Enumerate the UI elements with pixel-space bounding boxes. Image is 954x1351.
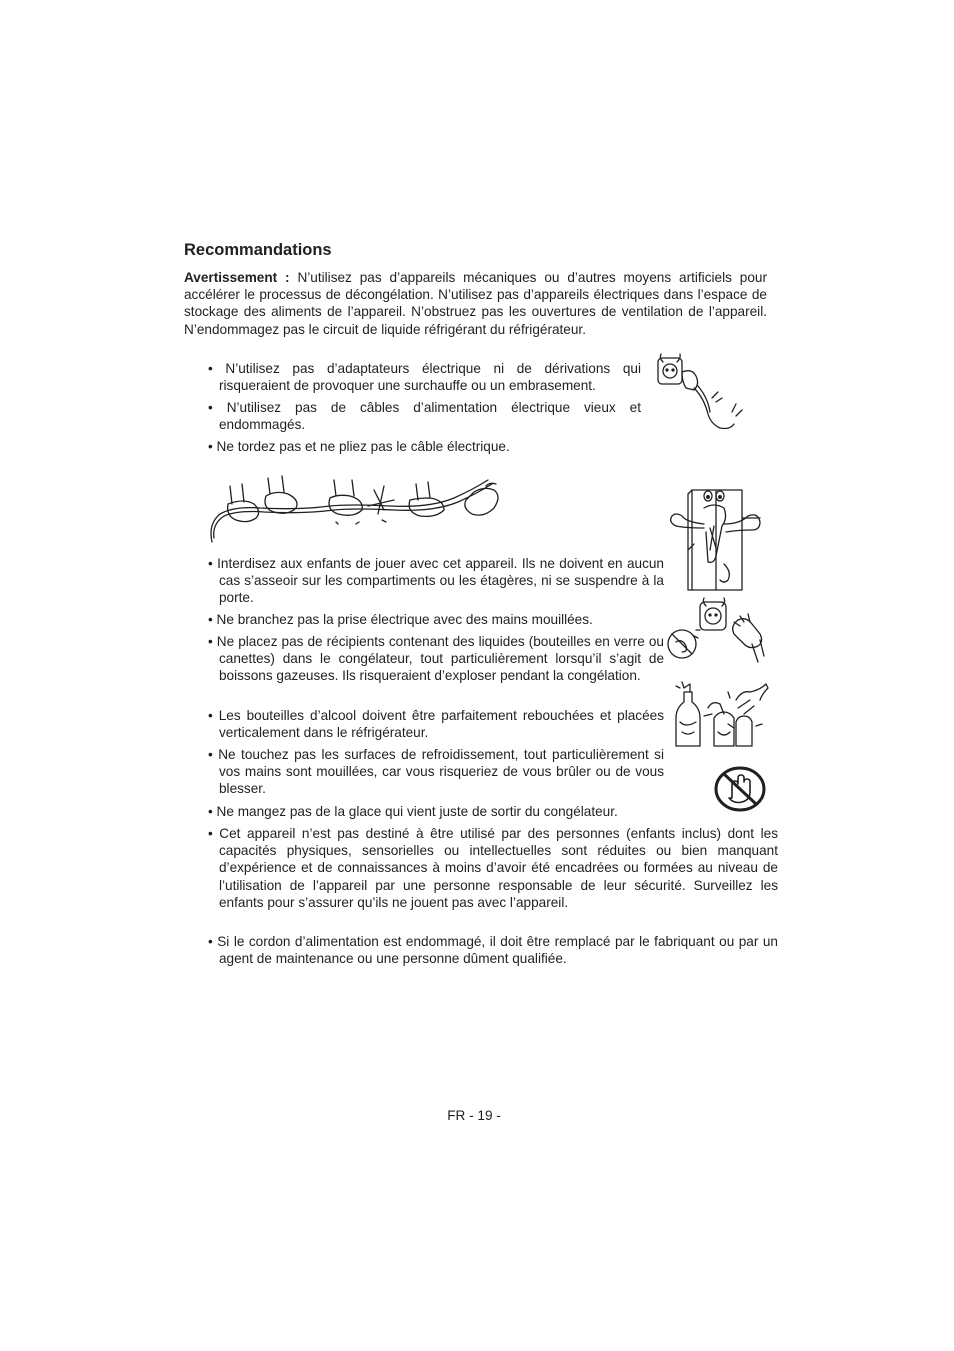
list-item: • Interdisez aux enfants de jouer avec cet appareil. Ils ne doivent en aucun cas s’asseoir sur les compartiments ou les étagères, ni se suspendre à la porte.	[208, 556, 664, 606]
child-on-fridge-illustration	[664, 484, 768, 594]
wet-hands-socket-illustration	[666, 596, 768, 666]
section-heading: Recommandations	[184, 241, 332, 259]
list-item: • N’utilisez pas d’adaptateurs électrique ni de dérivations qui risqueraient de provoquer une surchauffe ou un embrasement.	[208, 361, 641, 394]
plug-outlet-illustration	[652, 350, 744, 434]
list-item: • Ne placez pas de récipients contenant des liquides (bouteilles en verre ou canettes) dans le congélateur, tout particulièrement lorsqu’il s’agit de boissons gazeuses. Ils risqueraient d’exploser pendant la congélation.	[208, 634, 664, 684]
list-item: • Cet appareil n’est pas destiné à être utilisé par des personnes (enfants inclus) dont les capacités physiques, sensorielles ou intellectuelles sont réduites ou bien manquant d’expérience et de connaissances à moins d’avoir été encadrées ou formées au niveau de l’utilisation de l’appareil par une personne responsable de leur sécurité. Surveillez les enfants pour s’assurer qu’ils ne jouent pas avec l’appareil.	[208, 826, 778, 910]
list-item: • N’utilisez pas de câbles d’alimentation électrique vieux et endommagés.	[208, 400, 641, 433]
list-item: • Ne mangez pas de la glace qui vient juste de sortir du congélateur.	[208, 804, 618, 819]
list-item: • Ne tordez pas et ne pliez pas le câble électrique.	[208, 439, 510, 454]
warning-label: Avertissement :	[184, 270, 290, 285]
exploding-bottles-illustration	[674, 678, 770, 750]
bent-cable-hands-illustration	[206, 470, 508, 544]
page-number	[0, 1108, 954, 1123]
list-item: • Si le cordon d’alimentation est endommagé, il doit être remplacé par le fabriquant ou par un agent de maintenance ou une personne dûment qualifiée.	[208, 934, 778, 967]
no-touch-hand-icon	[712, 764, 768, 814]
page-number-text: FR - 19 -	[447, 1108, 501, 1123]
list-item: • Ne touchez pas les surfaces de refroidissement, tout particulièrement si vos mains sont mouillées, car vous risqueriez de vous brûler ou de vous blesser.	[208, 747, 664, 797]
warning-paragraph	[184, 269, 767, 338]
list-item: • Les bouteilles d’alcool doivent être parfaitement rebouchées et placées verticalement dans le réfrigérateur.	[208, 708, 664, 741]
list-item: • Ne branchez pas la prise électrique avec des mains mouillées.	[208, 612, 593, 627]
warning-text: N’utilisez pas d’appareils mécaniques ou d’autres moyens artificiels pour accélérer le processus de décongélation. N’utilisez pas d’appareils électriques dans l’espace de stockage des aliments de l’appareil. N’obstruez pas les ouvertures de ventilation de l’appareil. N’endommagez pas le circuit de liquide réfrigérant du réfrigérateur.	[184, 270, 767, 337]
